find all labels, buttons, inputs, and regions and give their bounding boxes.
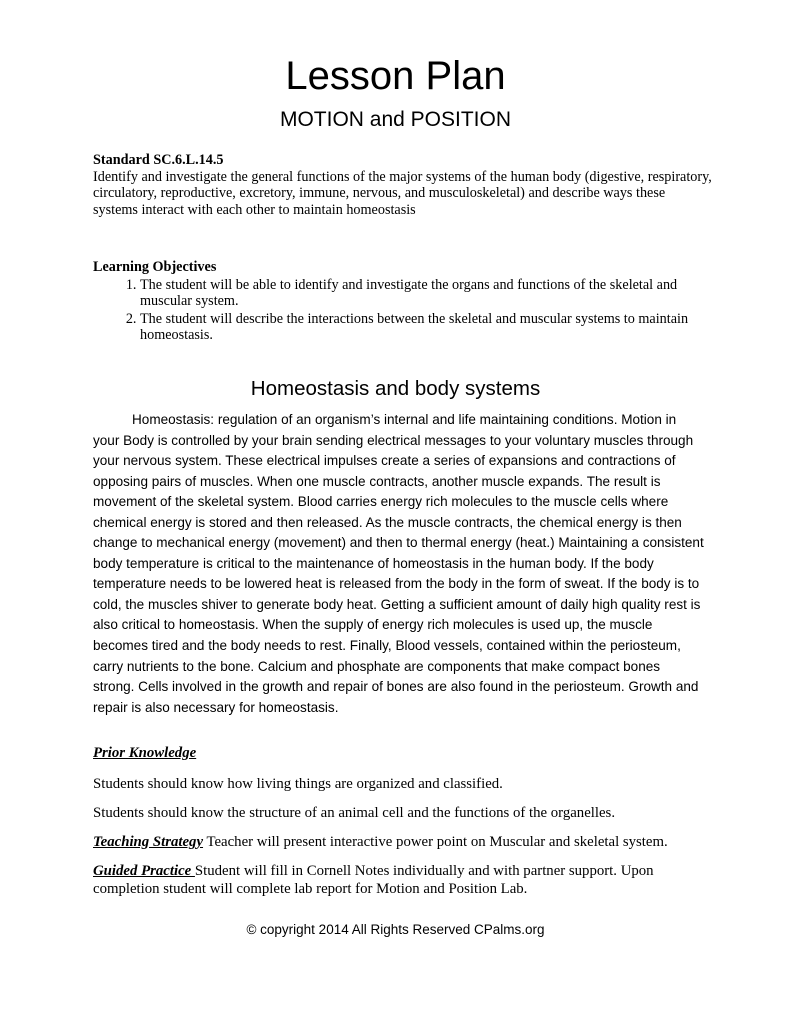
objectives-label: Learning Objectives <box>93 259 217 275</box>
standard-text: Identify and investigate the general functions of the major systems of the human body (digestive, respiratory, circulatory, reproductive, excretory, immune, nervous, and musculoskeletal) and describe ways these systems interact with each other to maintain homeostasis <box>93 168 712 218</box>
teaching-strategy-text: Teacher will present interactive power point on Muscular and skeletal system. <box>203 834 668 850</box>
teaching-strategy <box>93 834 713 852</box>
prior-knowledge-label: Prior Knowledge <box>93 745 197 761</box>
objective-item: 2. The student will describe the interactions between the skeletal and muscular systems to maintain homeostasis. <box>140 311 713 344</box>
copyright-footer: © copyright 2014 All Rights Reserved CPalms.org <box>246 922 545 937</box>
prior-knowledge-item: Students should know how living things are organized and classified. <box>93 776 503 792</box>
guided-practice <box>93 863 713 898</box>
teaching-strategy-label: Teaching Strategy <box>93 834 204 850</box>
objective-item: 1. The student will be able to identify and investigate the organs and functions of the skeletal and muscular system. <box>140 277 713 310</box>
prior-knowledge-item: Students should know the structure of an animal cell and the functions of the organelles. <box>93 805 616 821</box>
standard-label: Standard SC.6.L.14.5 <box>93 152 224 168</box>
objectives-list <box>93 277 713 344</box>
standard-block <box>93 152 713 218</box>
guided-practice-label: Guided Practice <box>93 863 195 879</box>
page-title: Lesson Plan <box>285 54 506 98</box>
prior-knowledge-heading <box>93 745 713 763</box>
homeostasis-definition: Homeostasis: regulation of an organism’s internal and life maintaining conditions. <box>132 412 618 427</box>
homeostasis-body: Motion in your Body is controlled by your brain sending electrical messages to your voluntary muscles through your nervous system. These electrical impulses create a series of expansions and contractions of opposing pairs of muscles. When one muscle contracts, another muscle expands. The result is movement of the skeletal system. Blood carries energy rich molecules to the muscle cells where chemical energy is stored and then released. As the muscle contracts, the chemical energy is then change to mechanical energy (movement) and then to thermal energy (heat.) Maintaining a consistent body temperature is critical to the maintenance of homeostasis in the human body. If the body temperature needs to be lowered heat is released from the body in the form of sweat. If the body is to cold, the muscles shiver to generate body heat. Getting a sufficient amount of daily high quality rest is also critical to homeostasis. When the supply of energy rich molecules is used up, the muscle becomes tired and the body needs to rest. Finally, Blood vessels, contained within the periosteum, carry nutrients to the bone. Calcium and phosphate are components that make compact bones strong. Cells involved in the growth and repair of bones are also found in the periosteum. Growth and repair is also necessary for homeostasis. <box>93 412 704 715</box>
guided-practice-text: Student will fill in Cornell Notes individually and with partner support. Upon completion student will complete lab report for Motion and Position Lab. <box>93 863 654 897</box>
section-heading: Homeostasis and body systems <box>250 377 541 400</box>
page-subtitle: MOTION and POSITION <box>279 108 512 131</box>
learning-objectives <box>93 259 713 345</box>
homeostasis-paragraph <box>93 410 705 718</box>
